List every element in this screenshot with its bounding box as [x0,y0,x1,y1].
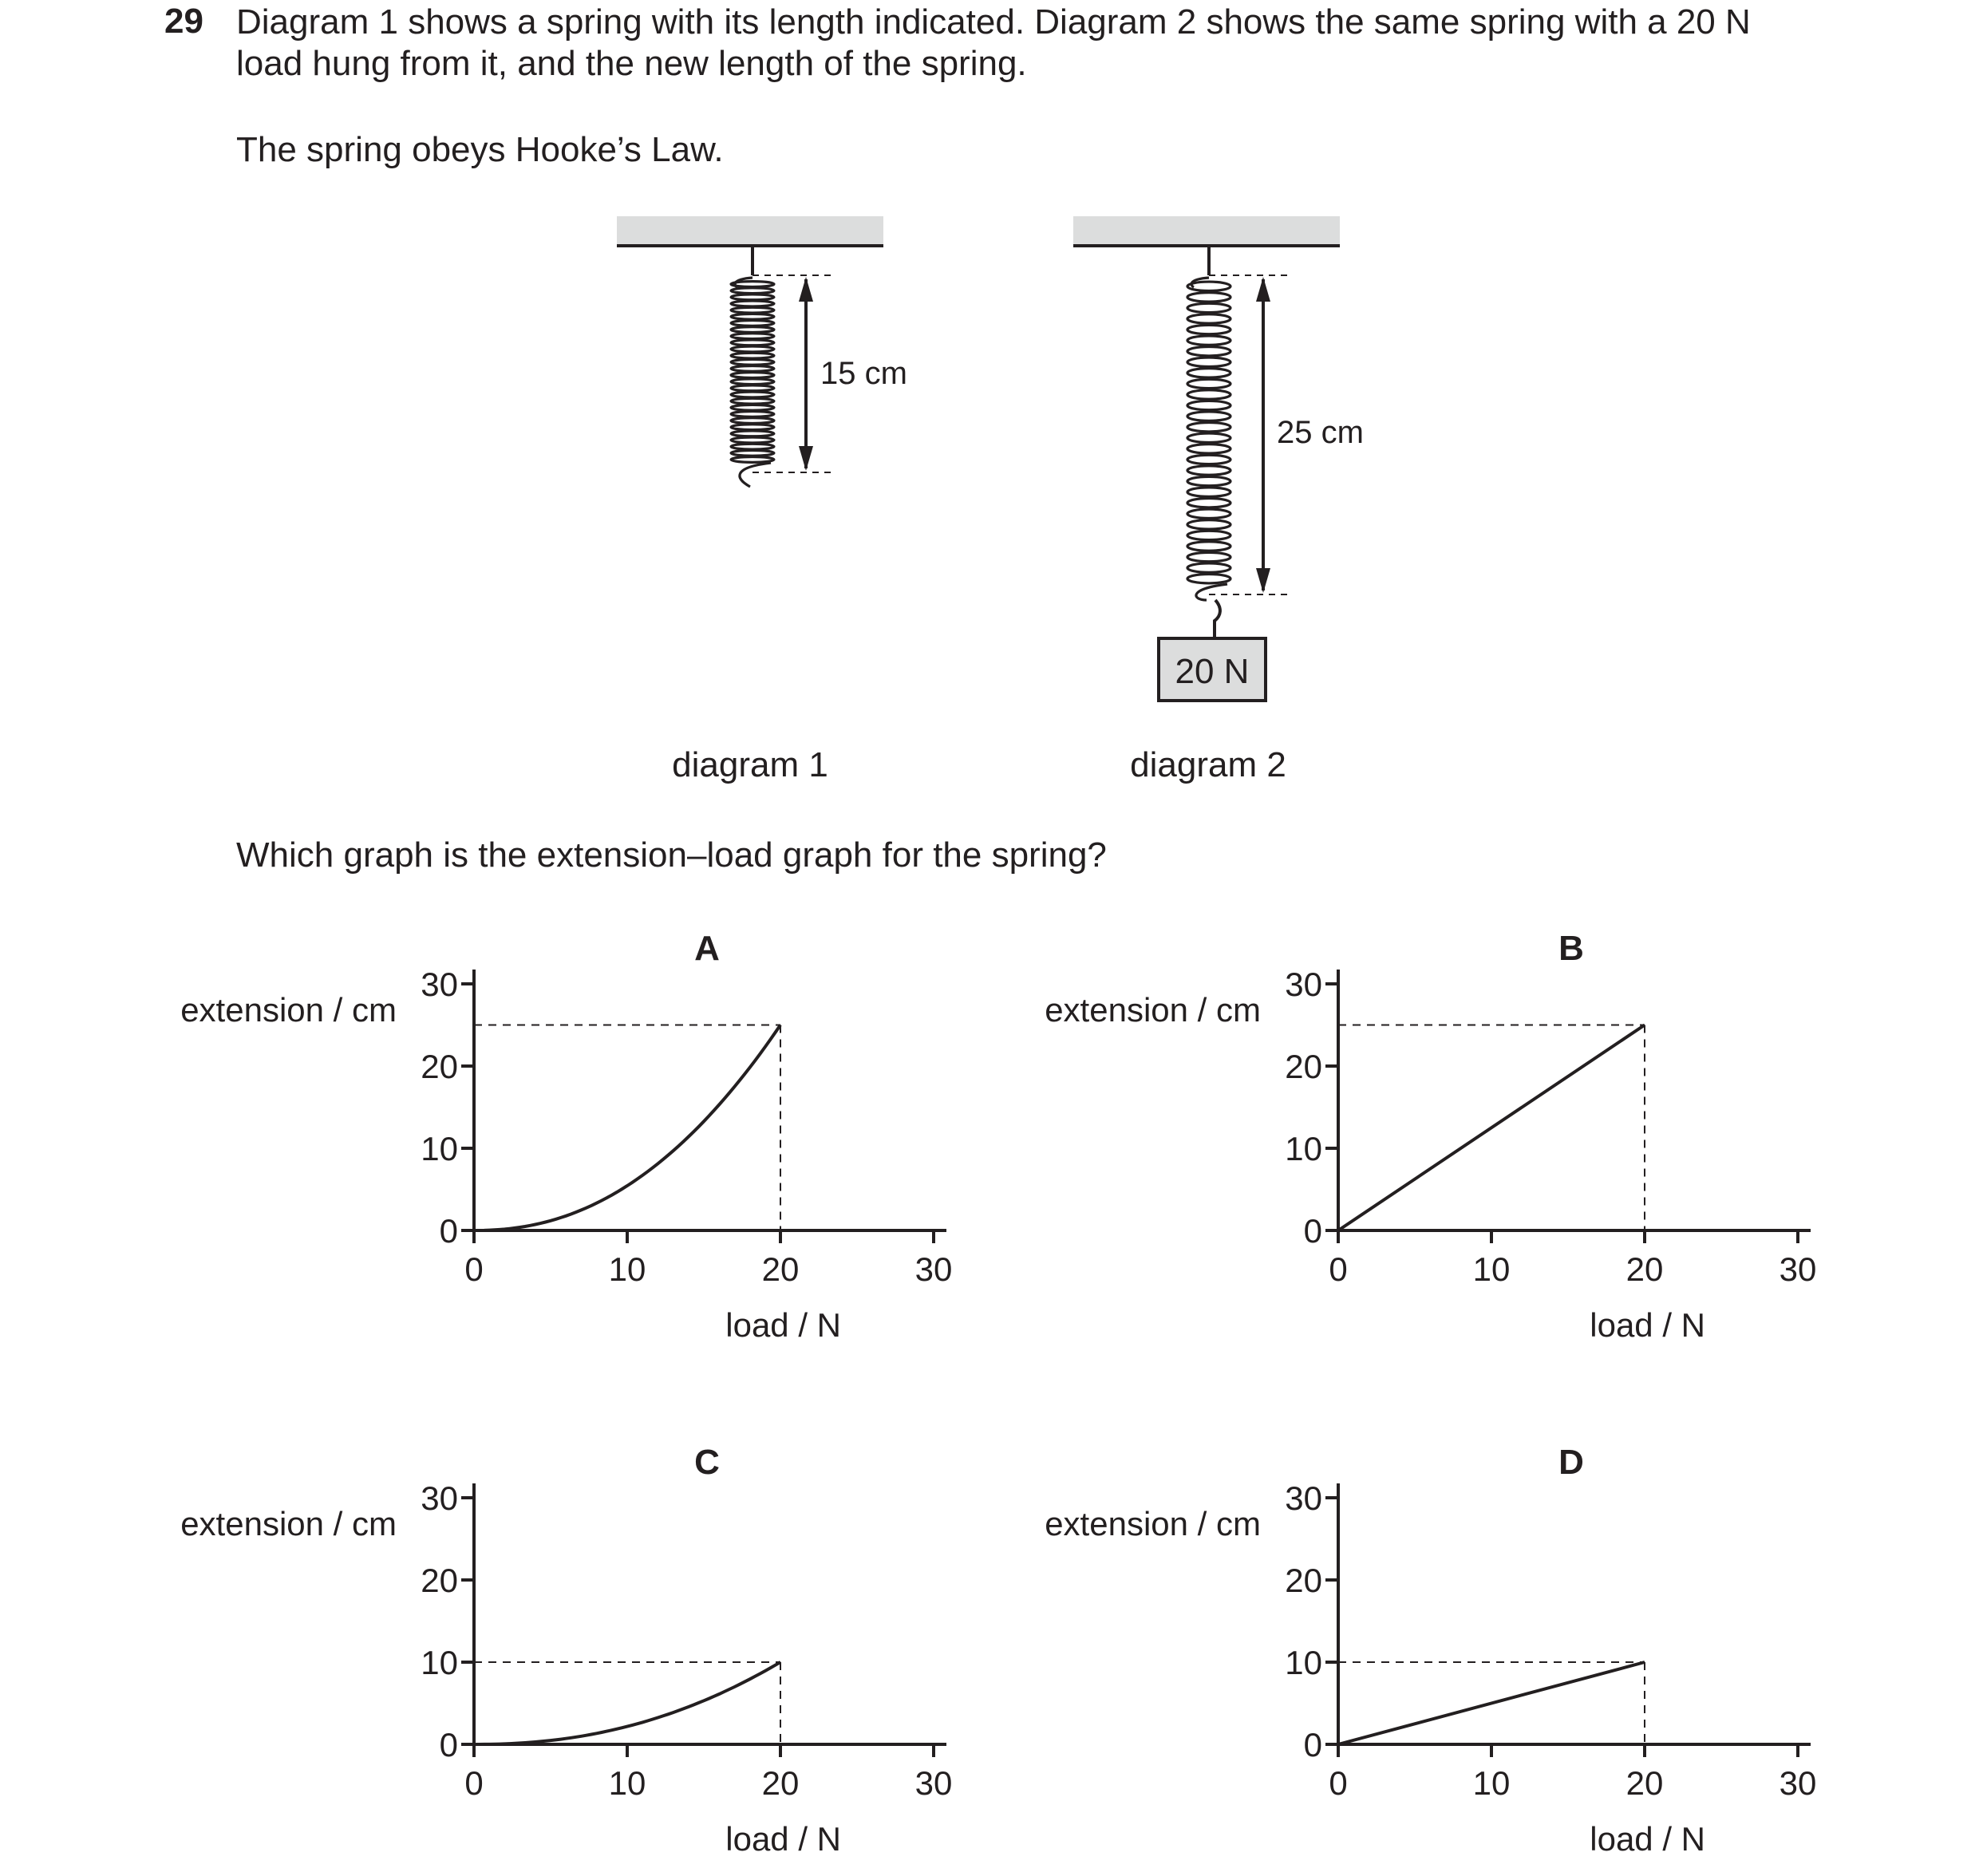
x-axis-label: load / N [725,1820,841,1858]
arrowhead-up-1 [799,277,813,302]
x-tick-label: 20 [761,1764,800,1802]
spring-coil [731,425,774,430]
graph-letter: B [1558,929,1584,968]
spring-coil [1187,401,1230,409]
length-label-2: 25 cm [1277,415,1364,450]
spring-coil [731,340,774,346]
spring-coil [731,353,774,358]
x-tick-label: 10 [1472,1764,1511,1802]
spring-coil [731,457,774,463]
x-tick-label: 0 [1329,1250,1348,1288]
spring-coil [1187,314,1230,323]
y-tick-label: 20 [1285,1048,1322,1085]
spring-coil [1187,379,1230,388]
spring-coil [1187,455,1230,464]
spring-coil [731,359,774,365]
spring-coil [731,418,774,424]
graph-letter: C [694,1443,720,1482]
arrowhead-down-1 [799,446,813,471]
data-line [474,1025,780,1231]
diagram-1-caption: diagram 1 [672,745,828,784]
spring-tail [740,463,771,487]
spring-coil [1187,303,1230,312]
y-tick-label: 0 [439,1212,458,1250]
spring-tail [1196,584,1227,600]
question-text-line-2: load hung from it, and the new length of the spring. [236,44,1027,83]
arrowhead-up-2 [1256,277,1270,302]
y-axis-label: extension / cm [1045,991,1261,1029]
ceiling-support-2 [1073,216,1340,246]
spring-coil [1187,509,1230,518]
question-prompt: Which graph is the extension–load graph for the spring? [236,835,1107,875]
diagram-2-caption: diagram 2 [1130,745,1286,784]
hookes-law-statement: The spring obeys Hooke’s Law. [236,130,724,169]
y-tick-label: 10 [1285,1130,1322,1167]
x-tick-label: 30 [914,1764,953,1802]
spring-coil [731,314,774,319]
y-tick-label: 30 [1285,966,1322,1003]
graph-letter: A [694,929,720,968]
spring-coil [731,373,774,378]
diagram-1 [617,216,907,487]
y-tick-label: 20 [1285,1562,1322,1599]
spring-coil [1187,575,1230,583]
data-line [474,1662,780,1744]
spring-coil [731,398,774,404]
x-tick-label: 30 [914,1250,953,1288]
x-tick-label: 30 [1779,1250,1817,1288]
y-axis-label: extension / cm [180,1505,397,1542]
spring-coil [1187,412,1230,421]
x-tick-label: 20 [1625,1250,1664,1288]
spring-coil [1187,520,1230,529]
spring-coil [731,346,774,352]
y-axis-label: extension / cm [180,991,397,1029]
spring-coil [1187,369,1230,377]
load-label: 20 N [1175,652,1250,691]
graph-C [180,1443,952,1858]
y-tick-label: 20 [421,1048,458,1085]
spring-coil [1187,325,1230,334]
spring-coil [1187,476,1230,485]
y-tick-label: 20 [421,1562,458,1599]
spring-coil [731,301,774,306]
x-tick-label: 10 [608,1764,646,1802]
x-tick-label: 10 [1472,1250,1511,1288]
graph-options [180,929,1816,1858]
spring-coil [731,307,774,313]
spring-coil [1187,552,1230,561]
x-tick-label: 20 [1625,1764,1664,1802]
graph-A [180,929,952,1344]
graph-B [1045,929,1816,1344]
spring-coil [731,431,774,436]
spring-coil [1187,423,1230,432]
spring-coil [731,385,774,391]
x-tick-label: 0 [464,1250,484,1288]
y-tick-label: 0 [1303,1726,1322,1763]
spring-coil [731,379,774,385]
spring-coil [731,405,774,410]
x-axis-label: load / N [725,1306,841,1344]
question-number: 29 [164,2,203,41]
data-line [1338,1025,1645,1231]
spring-coil [731,366,774,372]
spring-coil [1187,542,1230,551]
spring-coil [731,294,774,300]
spring-coil-2 [1187,278,1230,600]
x-tick-label: 0 [1329,1764,1348,1802]
question-text-line-1: Diagram 1 shows a spring with its length indicated. Diagram 2 shows the same spring with a 20 N [236,2,1751,41]
y-tick-label: 0 [439,1726,458,1763]
spring-coil [731,321,774,326]
y-tick-label: 10 [421,1644,458,1681]
spring-coil [1187,466,1230,475]
diagram-2 [1073,216,1364,701]
spring-coil [731,288,774,294]
spring-coil [1187,390,1230,399]
x-tick-label: 0 [464,1764,484,1802]
spring-coil [731,437,774,443]
y-tick-label: 10 [1285,1644,1322,1681]
spring-coil [1187,488,1230,496]
spring-coil [1187,563,1230,572]
spring-coil [1187,336,1230,345]
data-line [1338,1662,1645,1744]
y-tick-label: 10 [421,1130,458,1167]
y-tick-label: 30 [421,966,458,1003]
x-tick-label: 20 [761,1250,800,1288]
ceiling-support-1 [617,216,883,246]
spring-coil [731,334,774,339]
graph-D [1045,1443,1816,1858]
spring-coil [731,392,774,397]
spring-coil [1187,293,1230,302]
spring-coil [1187,444,1230,453]
y-tick-label: 30 [1285,1479,1322,1517]
spring-coil-1 [731,278,774,487]
graph-letter: D [1558,1443,1584,1482]
spring-coil [1187,499,1230,508]
spring-coil [1187,531,1230,539]
spring-coil [731,450,774,456]
x-tick-label: 30 [1779,1764,1817,1802]
y-tick-label: 0 [1303,1212,1322,1250]
spring-coil [731,412,774,417]
x-tick-label: 10 [608,1250,646,1288]
spring-coil [731,444,774,449]
spring-coil [731,327,774,333]
x-axis-label: load / N [1590,1306,1705,1344]
y-axis-label: extension / cm [1045,1505,1261,1542]
spring-coil [1187,433,1230,442]
arrowhead-down-2 [1256,568,1270,593]
y-tick-label: 30 [421,1479,458,1517]
load-hook [1215,600,1220,638]
length-label-1: 15 cm [820,356,907,391]
spring-coil [1187,347,1230,356]
x-axis-label: load / N [1590,1820,1705,1858]
spring-coil [1187,357,1230,366]
